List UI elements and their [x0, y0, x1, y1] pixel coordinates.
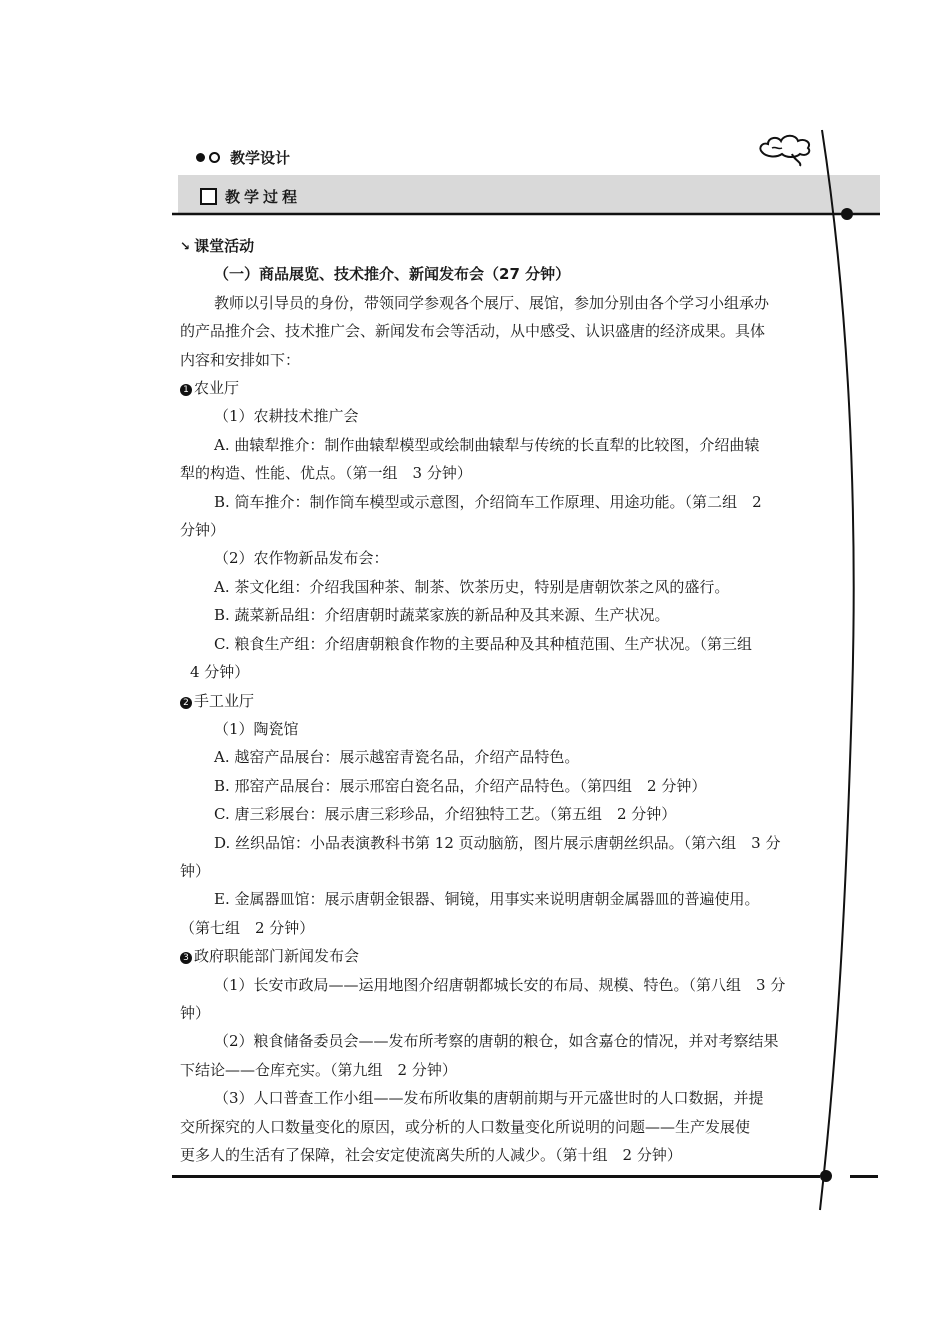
text-line: [180, 289, 836, 317]
text-line: [180, 544, 836, 572]
paragraph-lines: [180, 289, 836, 1170]
circled-number-icon: 3: [180, 952, 192, 964]
line-text: E. 金属器皿馆：展示唐朝金银器、铜镜，用事实来说明唐朝金属器皿的普遍使用。: [214, 890, 760, 909]
body-content: [180, 232, 836, 1169]
text-line: [180, 772, 836, 800]
line-text: 手工业厅: [194, 691, 255, 710]
line-text: 钟）: [180, 1003, 211, 1022]
text-line: [180, 1141, 836, 1169]
line-text: （2）粮食储备委员会——发布所考察的唐朝的粮仓，如含嘉仓的情况，并对考察结果: [214, 1032, 779, 1051]
text-line: [180, 317, 836, 345]
text-line: [180, 971, 836, 999]
text-line: [180, 1056, 836, 1084]
hall-heading: [180, 687, 836, 715]
line-text: C. 粮食生产组：介绍唐朝粮食作物的主要品种及其种植范围、生产状况。（第三组: [214, 634, 752, 653]
line-text: （1）长安市政局——运用地图介绍唐朝都城长安的布局、规模、特色。（第八组 3 分: [214, 975, 786, 994]
hall-heading: [180, 374, 836, 402]
line-text: 教师以引导员的身份，带领同学参观各个展厅、展馆，参加分别由各个学习小组承办: [214, 293, 770, 312]
text-line: [180, 914, 836, 942]
text-line: [180, 346, 836, 374]
line-text: 犁的构造、性能、优点。（第一组 3 分钟）: [180, 464, 472, 483]
text-line: [180, 1084, 836, 1112]
text-line: [180, 459, 836, 487]
text-line: [180, 857, 836, 885]
text-line: [180, 743, 836, 771]
line-text: （1）陶瓷馆: [214, 719, 299, 738]
text-line: [180, 715, 836, 743]
line-text: 内容和安排如下：: [180, 350, 301, 369]
text-line: [180, 1113, 836, 1141]
text-line: [180, 999, 836, 1027]
bottom-rule: [172, 1175, 820, 1178]
bottom-rule-tail: [850, 1175, 878, 1178]
line-text: C. 唐三彩展台：展示唐三彩珍品，介绍独特工艺。（第五组 2 分钟）: [214, 805, 677, 824]
text-line: [180, 601, 836, 629]
arrow-icon: ↘: [180, 239, 191, 253]
line-text: 交所探究的人口数量变化的原因，或分析的人口数量变化所说明的问题——生产发展使: [180, 1117, 751, 1136]
line-text: D. 丝织品馆：小品表演教科书第 12 页动脑筋，图片展示唐朝丝织品。（第六组 3 分: [214, 833, 781, 852]
text-line: [180, 885, 836, 913]
line-text: 钟）: [180, 861, 211, 880]
line-text: 农业厅: [194, 379, 240, 398]
band-label: 教学过程: [200, 186, 301, 207]
line-text: 更多人的生活有了保障，社会安定使流离失所的人减少。（第十组 2 分钟）: [180, 1146, 682, 1164]
text-line: [180, 402, 836, 430]
line-text: B. 蔬菜新品组：介绍唐朝时蔬菜家族的新品种及其来源、生产状况。: [214, 606, 670, 625]
line-text: A. 越窑产品展台：展示越窑青瓷名品，介绍产品特色。: [214, 748, 580, 767]
line-text: 的产品推介会、技术推广会、新闻发布会等活动，从中感受、认识盛唐的经济成果。具体: [180, 322, 766, 341]
circled-number-icon: 1: [180, 384, 192, 396]
circled-number-icon: 2: [180, 697, 192, 709]
line-text: 4 分钟）: [190, 663, 250, 682]
text-line: [180, 516, 836, 544]
line-text: A. 茶文化组：介绍我国种茶、制茶、饮茶历史，特别是唐朝饮茶之风的盛行。: [214, 577, 730, 596]
hall-heading: [180, 942, 836, 970]
text-line: [180, 658, 836, 686]
header-title: 教学设计: [230, 149, 291, 167]
line-text: （第七组 2 分钟）: [180, 918, 315, 937]
text-line: [180, 573, 836, 601]
line-text: （1）农耕技术推广会: [214, 407, 359, 426]
line-text: 政府职能部门新闻发布会: [194, 947, 360, 966]
line-text: B. 筒车推介：制作筒车模型或示意图，介绍筒车工作原理、用途功能。（第二组 2: [214, 492, 762, 511]
section-heading: ↘ 课堂活动: [180, 232, 836, 260]
text-line: [180, 488, 836, 516]
line-text: A. 曲辕犁推介：制作曲辕犁模型或绘制曲辕犁与传统的长直犁的比较图，介绍曲辕: [214, 435, 760, 454]
line-text: 下结论——仓库充实。（第九组 2 分钟）: [180, 1060, 457, 1079]
part-heading: （一）商品展览、技术推介、新闻发布会（27 分钟）: [214, 265, 571, 284]
text-line: [180, 630, 836, 658]
line-text: （2）农作物新品发布会：: [214, 549, 389, 568]
line-text: （3）人口普查工作小组——发布所收集的唐朝前期与开元盛世时的人口数据，并提: [214, 1089, 764, 1108]
text-line: [180, 800, 836, 828]
text-line: [180, 1027, 836, 1055]
text-line: [180, 431, 836, 459]
line-text: 分钟）: [180, 521, 226, 540]
text-line: [180, 829, 836, 857]
line-text: B. 邢窑产品展台：展示邢窑白瓷名品，介绍产品特色。（第四组 2 分钟）: [214, 776, 707, 795]
